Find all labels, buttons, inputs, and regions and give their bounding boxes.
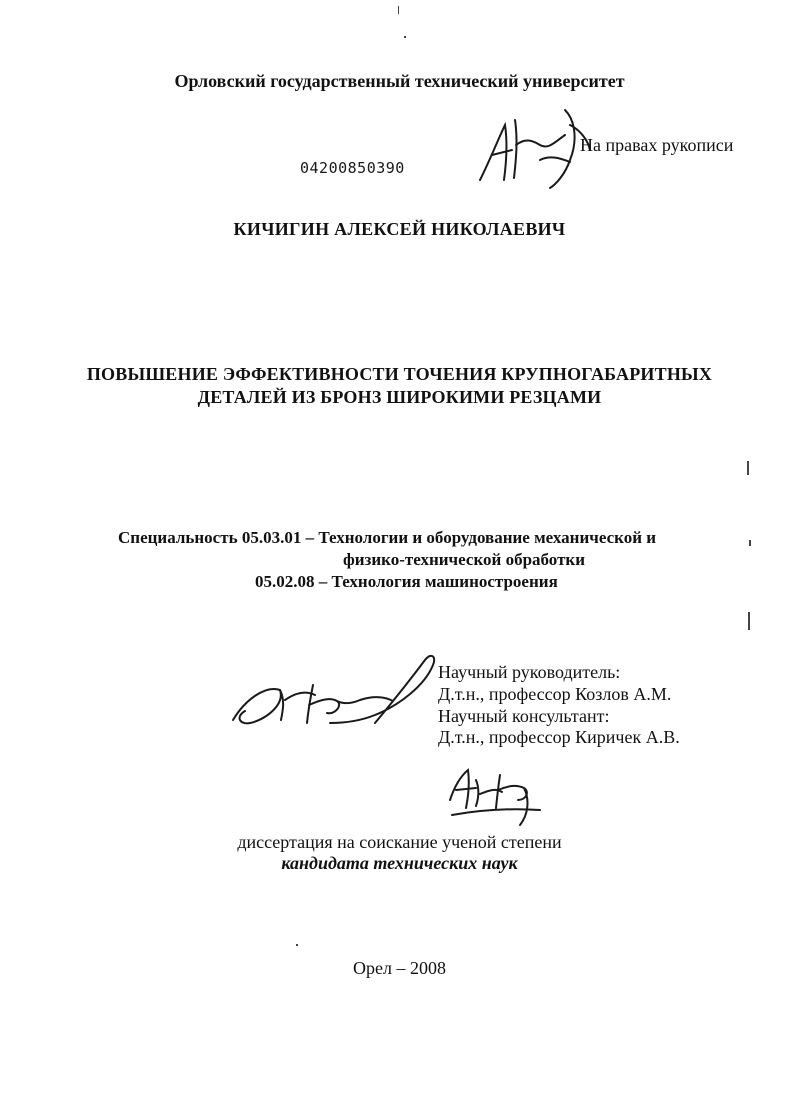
university-name: Орловский государственный технический университет xyxy=(174,71,625,91)
specialty-line-2: физико-технической обработки xyxy=(343,550,586,569)
scan-speck xyxy=(748,612,750,630)
specialty-line-3: 05.02.08 – Технология машиностроения xyxy=(255,572,558,591)
supervisor-signature xyxy=(225,645,445,745)
consultant-signature xyxy=(440,760,560,830)
registration-number: 04200850390 xyxy=(300,159,405,177)
scan-speck xyxy=(404,36,406,38)
specialty-line-1: Специальность 05.03.01 – Технологии и оборудование механической и xyxy=(118,528,657,547)
supervisor-label: Научный руководитель: xyxy=(438,662,621,682)
city-year: Орел – 2008 xyxy=(353,958,446,978)
thesis-title-line-1: ПОВЫШЕНИЕ ЭФФЕКТИВНОСТИ ТОЧЕНИЯ КРУПНОГАБАРИТНЫХ xyxy=(86,364,713,384)
manuscript-rights-label: На правах рукописи xyxy=(580,135,734,155)
scan-speck xyxy=(296,944,298,946)
supervisor-name: Д.т.н., профессор Козлов А.М. xyxy=(438,684,672,704)
thesis-title-line-2: ДЕТАЛЕЙ ИЗ БРОНЗ ШИРОКИМИ РЕЗЦАМИ xyxy=(197,387,602,407)
consultant-label: Научный консультант: xyxy=(438,706,610,726)
scan-speck xyxy=(398,6,399,14)
scan-speck xyxy=(747,461,749,475)
degree-line-2: кандидата технических наук xyxy=(281,853,518,873)
degree-line-1: диссертация на соискание ученой степени xyxy=(237,832,562,852)
author-name: КИЧИГИН АЛЕКСЕЙ НИКОЛАЕВИЧ xyxy=(233,219,566,239)
scan-speck xyxy=(749,540,751,546)
consultant-name: Д.т.н., профессор Киричек А.В. xyxy=(438,727,680,747)
